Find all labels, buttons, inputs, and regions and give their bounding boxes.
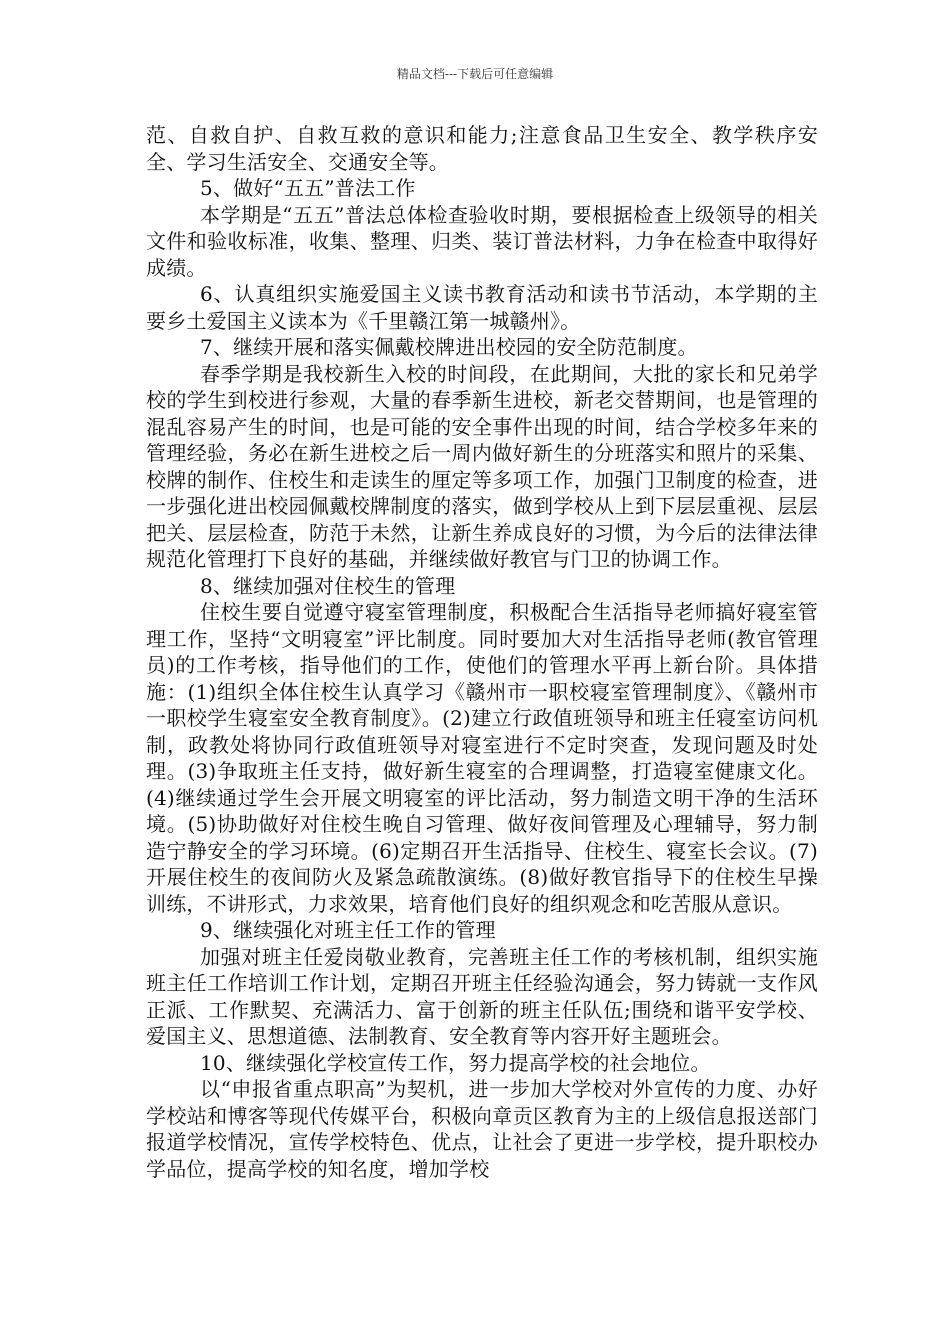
paragraph: 春季学期是我校新生入校的时间段，在此期间，大批的家长和兄弟学校的学生到校进行参观，大量的春季新生进校，新老交替期间，也是管理的混乱容易产生的时间，也是可能的安全事件出现的时间，结合学校多年来的管理经验，务必在新生进校之后一周内做好新生的分班落实和照片的采集、校牌的制作、住校生和走读生的厘定等多项工作，加强门卫制度的检查，进一步强化进出校园佩戴校牌制度的落实，做到学校从上到下层层重视、层层把关、层层检查，防范于未然，让新生养成良好的习惯，为今后的法律法律规范化管理打下良好的基础，并继续做好教官与门卫的协调工作。 [146, 361, 818, 571]
paragraph: 以“申报省重点职高”为契机，进一步加大学校对外宣传的力度、办好学校站和博客等现代传媒平台，积极向章贡区教育为主的上级信息报送部门报道学校情况，宣传学校特色、优点，让社会了更进一步学校，提升职校办学品位，提高学校的知名度，增加学校 [146, 1077, 818, 1181]
section-heading: 6、认真组织实施爱国主义读书教育活动和读书节活动，本学期的主要乡土爱国主义读本为《千里赣江第一城赣州》。 [146, 282, 818, 333]
section-heading: 5、做好“五五”普法工作 [200, 176, 416, 200]
paragraph: 加强对班主任爱岗敬业教育，完善班主任工作的考核机制，组织实施班主任工作培训工作计划，定期召开班主任经验沟通会，努力铸就一支作风正派、工作默契、充满活力、富于创新的班主任队伍;围绕和谐平安学校、爱国主义、思想道德、法制教育、安全教育等内容开好主题班会。 [146, 944, 818, 1048]
section-heading: 10、继续强化学校宣传工作，努力提高学校的社会地位。 [200, 1050, 711, 1075]
document-body [146, 122, 818, 1182]
section-heading: 9、继续强化对班主任工作的管理 [200, 918, 496, 942]
page-header: 精品文档---下载后可任意编辑 [396, 67, 554, 81]
paragraph: 范、自救自护、自救互救的意识和能力;注意食品卫生安全、教学秩序安全、学习生活安全、交通安全等。 [146, 123, 818, 174]
paragraph: 本学期是“五五”普法总体检查验收时期，要根据检查上级领导的相关文件和验收标准，收集、整理、归类、装订普法材料，力争在检查中取得好成绩。 [146, 202, 818, 280]
section-heading: 8、继续加强对住校生的管理 [200, 573, 456, 598]
section-heading: 7、继续开展和落实佩戴校牌进出校园的安全防范制度。 [200, 335, 698, 359]
paragraph: 住校生要自觉遵守寝室管理制度，积极配合生活指导老师搞好寝室管理工作，坚持“文明寝室”评比制度。同时要加大对生活指导老师(教官管理员)的工作考核，指导他们的工作，使他们的管理水平再上新台阶。具体措施：(1)组织全体住校生认真学习《赣州市一职校寝室管理制度》、《赣州市一职校学生寝室安全教育制度》。(2)建立行政值班领导和班主任寝室访问机制，政教处将协同行政值班领导对寝室进行不定时突查，发现问题及时处理。(3)争取班主任支持，做好新生寝室的合理调整，打造寝室健康文化。(4)继续通过学生会开展文明寝室的评比活动，努力制造文明干净的生活环境。(5)协助做好对住校生晚自习管理、做好夜间管理及心理辅导，努力制造宁静安全的学习环境。(6)定期召开生活指导、住校生、寝室长会议。(7)开展住校生的夜间防火及紧急疏散演练。(8)做好教官指导下的住校生早操训练，不讲形式，力求效果，培育他们良好的组织观念和吃苦服从意识。 [146, 600, 818, 916]
